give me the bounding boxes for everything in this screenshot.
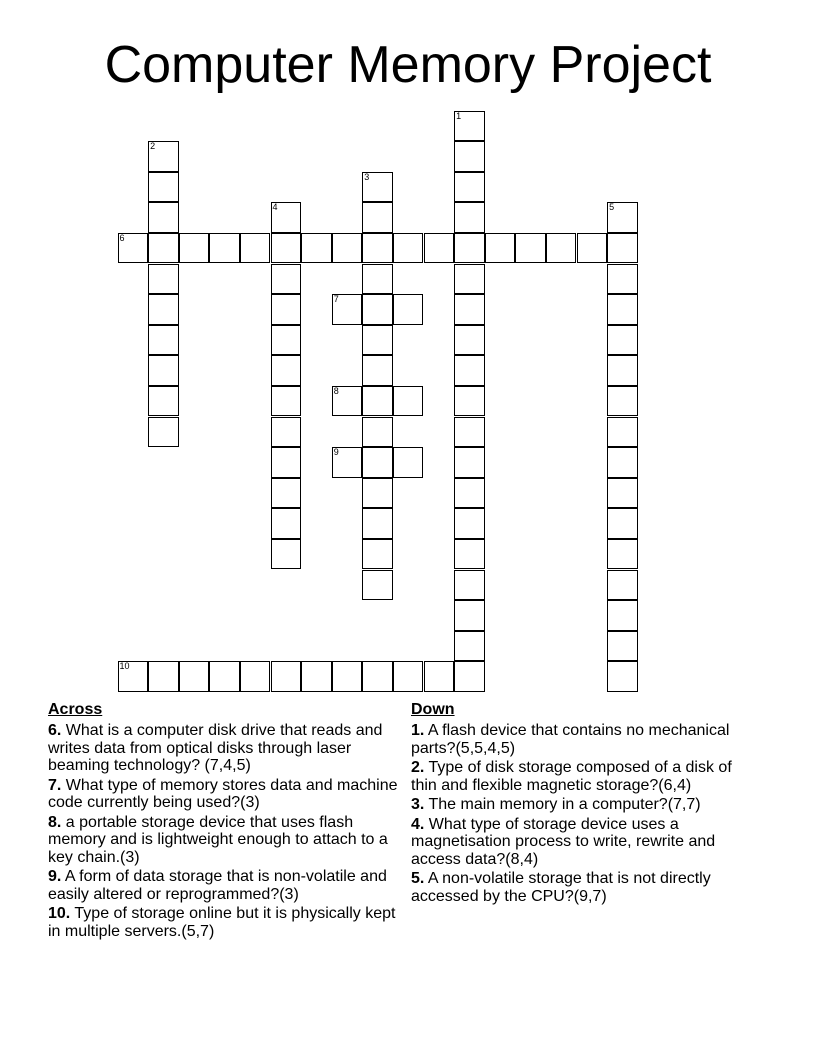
grid-cell[interactable] bbox=[271, 508, 302, 539]
clue-text: The main memory in a computer?(7,7) bbox=[428, 796, 701, 813]
grid-cell[interactable] bbox=[515, 233, 546, 264]
cell-number: 8 bbox=[333, 385, 339, 396]
grid-cell[interactable] bbox=[577, 233, 608, 264]
grid-cell[interactable] bbox=[362, 202, 393, 233]
clue-text: A form of data storage that is non-volatile and easily altered or reprogrammed?(3) bbox=[48, 868, 387, 903]
across-clue-7 bbox=[48, 777, 408, 812]
grid-cell[interactable] bbox=[362, 478, 393, 509]
grid-cell[interactable] bbox=[424, 661, 455, 692]
clue-text: What type of memory stores data and machine code currently being used?(3) bbox=[48, 776, 398, 811]
grid-cell[interactable] bbox=[362, 447, 393, 478]
grid-cell[interactable] bbox=[240, 661, 271, 692]
grid-cell[interactable] bbox=[362, 233, 393, 264]
down-heading: Down bbox=[411, 701, 455, 718]
grid-cell[interactable] bbox=[607, 294, 638, 325]
grid-cell[interactable] bbox=[393, 233, 424, 264]
clue-text: Type of storage online but it is physically kept in multiple servers.(5,7) bbox=[48, 905, 396, 940]
grid-cell[interactable] bbox=[179, 661, 210, 692]
grid-cell[interactable] bbox=[424, 233, 455, 264]
grid-cell[interactable] bbox=[454, 111, 485, 142]
clue-number: 1. bbox=[411, 722, 425, 739]
grid-cell[interactable] bbox=[454, 202, 485, 233]
across-clue-6 bbox=[48, 722, 408, 775]
cell-number: 5 bbox=[609, 202, 615, 213]
grid-cell[interactable] bbox=[362, 325, 393, 356]
grid-cell[interactable] bbox=[607, 539, 638, 570]
grid-cell[interactable] bbox=[393, 661, 424, 692]
grid-cell[interactable] bbox=[454, 386, 485, 417]
cell-number: 7 bbox=[333, 294, 339, 305]
grid-cell[interactable] bbox=[485, 233, 516, 264]
grid-cell[interactable] bbox=[362, 264, 393, 295]
grid-cell[interactable] bbox=[362, 539, 393, 570]
grid-cell[interactable] bbox=[454, 478, 485, 509]
grid-cell[interactable] bbox=[271, 386, 302, 417]
clue-number: 7. bbox=[48, 776, 62, 794]
grid-cell[interactable] bbox=[454, 264, 485, 295]
grid-cell[interactable] bbox=[332, 233, 363, 264]
grid-cell[interactable] bbox=[148, 141, 179, 172]
clue-text: a portable storage device that uses flash memory and is lightweight enough to attach to a key chain.(3) bbox=[48, 813, 388, 866]
clue-number: 4. bbox=[411, 815, 425, 833]
grid-cell[interactable] bbox=[454, 631, 485, 662]
clue-text: What is a computer disk drive that reads and writes data from optical disks through laser beaming technology? (7,4,5) bbox=[48, 722, 383, 774]
grid-cell[interactable] bbox=[362, 417, 393, 448]
across-clues bbox=[48, 700, 408, 942]
grid-cell[interactable] bbox=[148, 172, 179, 203]
grid-cell[interactable] bbox=[271, 233, 302, 264]
grid-cell[interactable] bbox=[454, 294, 485, 325]
clue-text: What type of storage device uses a magnetisation process to write, rewrite and access data?(8,4) bbox=[411, 815, 716, 868]
cell-number: 6 bbox=[119, 232, 125, 243]
grid-cell[interactable] bbox=[393, 294, 424, 325]
grid-cell[interactable] bbox=[607, 447, 638, 478]
grid-cell[interactable] bbox=[607, 631, 638, 662]
grid-cell[interactable] bbox=[362, 508, 393, 539]
grid-cell[interactable] bbox=[454, 417, 485, 448]
grid-cell[interactable] bbox=[271, 661, 302, 692]
cell-number: 3 bbox=[364, 171, 370, 182]
grid-cell[interactable] bbox=[148, 325, 179, 356]
grid-cell[interactable] bbox=[271, 447, 302, 478]
clue-number: 2. bbox=[411, 759, 425, 776]
grid-cell[interactable] bbox=[301, 661, 332, 692]
grid-cell[interactable] bbox=[148, 386, 179, 417]
grid-cell[interactable] bbox=[454, 141, 485, 172]
grid-cell[interactable] bbox=[148, 661, 179, 692]
grid-cell[interactable] bbox=[607, 202, 638, 233]
grid-cell[interactable] bbox=[209, 233, 240, 264]
clue-number: 6. bbox=[48, 722, 62, 739]
grid-cell[interactable] bbox=[607, 508, 638, 539]
grid-cell[interactable] bbox=[607, 417, 638, 448]
grid-cell[interactable] bbox=[393, 447, 424, 478]
grid-cell[interactable] bbox=[271, 417, 302, 448]
clue-text: A non-volatile storage that is not directly accessed by the CPU?(9,7) bbox=[411, 870, 711, 905]
cell-number: 9 bbox=[333, 447, 339, 458]
cell-number: 1 bbox=[456, 110, 462, 121]
grid-cell[interactable] bbox=[332, 447, 363, 478]
grid-cell[interactable] bbox=[362, 172, 393, 203]
grid-cell[interactable] bbox=[546, 233, 577, 264]
clue-number: 8. bbox=[48, 813, 62, 831]
grid-cell[interactable] bbox=[454, 600, 485, 631]
across-clue-9 bbox=[48, 868, 408, 903]
grid-cell[interactable] bbox=[454, 355, 485, 386]
grid-cell[interactable] bbox=[148, 294, 179, 325]
grid-cell[interactable] bbox=[607, 570, 638, 601]
grid-cell[interactable] bbox=[332, 294, 363, 325]
grid-cell[interactable] bbox=[607, 386, 638, 417]
down-clue-1 bbox=[411, 722, 741, 757]
grid-cell[interactable] bbox=[362, 294, 393, 325]
clue-number: 5. bbox=[411, 870, 425, 887]
grid-cell[interactable] bbox=[332, 661, 363, 692]
clue-text: A flash device that contains no mechanical parts?(5,5,4,5) bbox=[411, 722, 730, 757]
grid-cell[interactable] bbox=[607, 661, 638, 692]
grid-cell[interactable] bbox=[148, 233, 179, 264]
grid-cell[interactable] bbox=[454, 447, 485, 478]
grid-cell[interactable] bbox=[148, 264, 179, 295]
grid-cell[interactable] bbox=[240, 233, 271, 264]
grid-cell[interactable] bbox=[393, 386, 424, 417]
grid-cell[interactable] bbox=[454, 539, 485, 570]
grid-cell[interactable] bbox=[454, 172, 485, 203]
clue-number: 3. bbox=[411, 796, 425, 813]
grid-cell[interactable] bbox=[362, 570, 393, 601]
grid-cell[interactable] bbox=[271, 478, 302, 509]
grid-cell[interactable] bbox=[179, 233, 210, 264]
grid-cell[interactable] bbox=[271, 202, 302, 233]
grid-cell[interactable] bbox=[454, 570, 485, 601]
clue-number: 10. bbox=[48, 905, 71, 922]
grid-cell[interactable] bbox=[118, 233, 149, 264]
grid-cell[interactable] bbox=[454, 661, 485, 692]
grid-cell[interactable] bbox=[607, 478, 638, 509]
grid-cell[interactable] bbox=[454, 508, 485, 539]
grid-cell[interactable] bbox=[301, 233, 332, 264]
grid-cell[interactable] bbox=[607, 264, 638, 295]
down-clues bbox=[411, 700, 741, 907]
grid-cell[interactable] bbox=[271, 355, 302, 386]
down-clue-3 bbox=[411, 796, 741, 814]
page-title: Computer Memory Project bbox=[104, 36, 712, 94]
grid-cell[interactable] bbox=[607, 325, 638, 356]
grid-cell[interactable] bbox=[362, 355, 393, 386]
grid-cell[interactable] bbox=[454, 233, 485, 264]
grid-cell[interactable] bbox=[148, 202, 179, 233]
grid-cell[interactable] bbox=[362, 661, 393, 692]
cell-number: 2 bbox=[150, 141, 156, 152]
across-clue-10 bbox=[48, 905, 408, 940]
grid-cell[interactable] bbox=[271, 539, 302, 570]
grid-cell[interactable] bbox=[118, 661, 149, 692]
grid-cell[interactable] bbox=[607, 600, 638, 631]
grid-cell[interactable] bbox=[209, 661, 240, 692]
grid-cell[interactable] bbox=[271, 325, 302, 356]
grid-cell[interactable] bbox=[607, 233, 638, 264]
grid-cell[interactable] bbox=[271, 264, 302, 295]
cell-number: 10 bbox=[119, 661, 130, 672]
down-clue-4 bbox=[411, 816, 741, 869]
grid-cell[interactable] bbox=[148, 417, 179, 448]
down-clue-5 bbox=[411, 870, 741, 905]
clue-text: Type of disk storage composed of a disk of thin and flexible magnetic storage?(6,4) bbox=[411, 759, 732, 794]
grid-cell[interactable] bbox=[332, 386, 363, 417]
grid-cell[interactable] bbox=[362, 386, 393, 417]
grid-cell[interactable] bbox=[454, 325, 485, 356]
grid-cell[interactable] bbox=[271, 294, 302, 325]
grid-cell[interactable] bbox=[148, 355, 179, 386]
down-clue-2 bbox=[411, 759, 741, 794]
across-clue-8 bbox=[48, 814, 408, 867]
cell-number: 4 bbox=[272, 202, 278, 213]
across-heading: Across bbox=[48, 701, 103, 718]
clue-number: 9. bbox=[48, 868, 62, 885]
grid-cell[interactable] bbox=[607, 355, 638, 386]
